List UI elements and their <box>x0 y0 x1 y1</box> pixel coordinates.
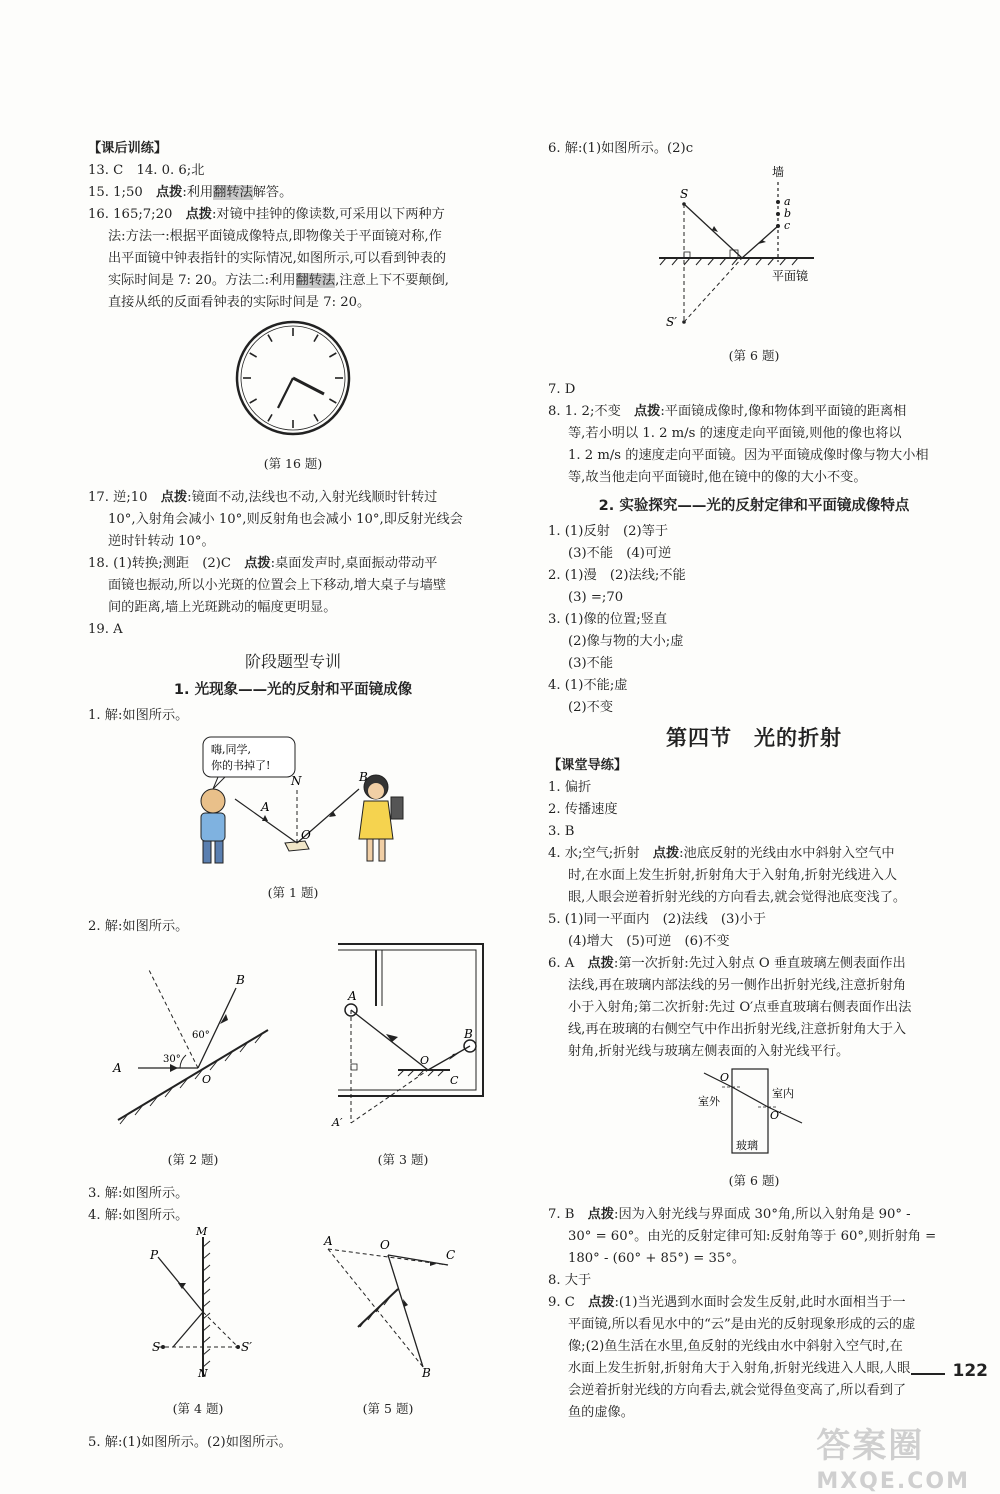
svg-text:C: C <box>450 1074 459 1087</box>
svg-text:B: B <box>236 973 245 987</box>
section-label-after-class: 【课后训练】 <box>88 141 168 156</box>
experiment-4-line2: (2)不变 <box>568 700 614 715</box>
svg-text:a: a <box>784 195 791 208</box>
answer-16-line2: 法:方法一:根据平面镜成像特点,即物像关于平面镜对称,作 <box>108 229 442 244</box>
svg-text:c: c <box>784 219 791 232</box>
refraction-answer-4-line1: 4. 水;空气;折射 点拨:池底反射的光线由水中斜射入空气中 <box>548 846 895 861</box>
figure-6-mirror-label: 平面镜 <box>772 269 809 283</box>
svg-text:O: O <box>202 1073 212 1086</box>
answer-16-line4: 实际时间是 7: 20。方法二:利用翻转法,注意上下不要颠倒, <box>108 273 449 288</box>
svg-text:B: B <box>359 770 368 784</box>
svg-text:S: S <box>152 1340 161 1354</box>
answer-16-line1: 16. 165;7;20 点拨:对镜中挂钟的像读数,可采用以下两种方 <box>88 207 445 222</box>
svg-text:C: C <box>446 1248 456 1262</box>
figure-6-wall-label: 墙 <box>772 165 785 179</box>
figure-5-diagram <box>318 1227 458 1377</box>
answer-8-line3: 1. 2 m/s 的速度走向平面镜。因为平面镜成像时像与物大小相 <box>568 448 929 463</box>
refraction-answer-4-line3: 眼,人眼会逆着折射光线的方向看去,就会觉得池底变浅了。 <box>568 890 907 905</box>
svg-text:N: N <box>198 1367 208 1377</box>
figure-4-caption: (第 4 题) <box>172 1400 224 1416</box>
problem-5-answer: 5. 解:(1)如图所示。(2)如图所示。 <box>88 1435 292 1450</box>
left-column <box>88 138 498 1454</box>
figure-6-mirror-wall <box>654 162 854 332</box>
refraction-answer-3: 3. B <box>548 824 575 839</box>
watermark-url: MXQE.COM <box>816 1469 970 1494</box>
refraction-answer-9-line3: 像;(2)鱼生活在水里,鱼反射的光线由水中斜射入空气时,在 <box>568 1339 903 1354</box>
problem-2-answer: 2. 解:如图所示。 <box>88 919 189 934</box>
refraction-answer-6-line1: 6. A 点拨:第一次折射:先过入射点 O 垂直玻璃左侧表面作出 <box>548 956 906 971</box>
figure-6-caption-a: (第 6 题) <box>728 347 780 363</box>
svg-text:A′: A′ <box>332 1116 343 1128</box>
figure-16-caption: (第 16 题) <box>263 455 323 471</box>
answer-8-line4: 等,故当他走向平面镜时,他在镜中的像的大小不变。 <box>568 470 867 485</box>
svg-text:S′: S′ <box>666 315 677 329</box>
svg-text:60°: 60° <box>192 1030 210 1041</box>
answer-17-line2: 10°,入射角会减小 10°,则反射角也会减小 10°,即反射光线会 <box>108 512 463 527</box>
refraction-answer-9-line4: 水面上发生折射,折射角大于入射角,折射光线进入人眼,人眼 <box>568 1361 911 1376</box>
subtopic-2-title: 2. 实验探究——光的反射定律和平面镜成像特点 <box>598 498 910 514</box>
figure-3 <box>318 938 488 1183</box>
answer-8-line2: 等,若小明以 1. 2 m/s 的速度走向平面镜,则他的像也将以 <box>568 426 902 441</box>
refraction-answer-2: 2. 传播速度 <box>548 802 618 817</box>
refraction-answer-5-line2: (4)增大 (5)可逆 (6)不变 <box>568 934 730 949</box>
page-number-rule <box>911 1373 945 1375</box>
figure-5 <box>318 1227 458 1432</box>
svg-text:O: O <box>301 828 311 842</box>
watermark-logo-text: 答案圈 <box>816 1426 925 1466</box>
svg-text:A: A <box>113 1061 122 1075</box>
svg-text:S′: S′ <box>241 1340 252 1354</box>
experiment-2-line2: (3) =;70 <box>568 590 624 605</box>
answer-6: 6. 解:(1)如图所示。(2)c <box>548 141 694 156</box>
refraction-answer-6-line4: 线,再在玻璃的右侧空气中作出折射光线,注意折射角大于入 <box>568 1022 907 1037</box>
svg-text:A: A <box>348 989 357 1003</box>
figure-6-glass-label: 玻璃 <box>736 1139 758 1152</box>
answer-13-14: 13. C 14. 0. 6;北 <box>88 163 205 178</box>
right-column <box>548 138 960 1424</box>
answer-18-line1: 18. (1)转换;测距 (2)C 点拨:桌面发声时,桌面振动带动平 <box>88 556 438 571</box>
experiment-3-line3: (3)不能 <box>568 656 614 671</box>
refraction-answer-7-line1: 7. B 点拨:因为入射光线与界面成 30°角,所以入射角是 90° - <box>548 1207 911 1222</box>
answer-16-line5: 直接从纸的反面看钟表的实际时间是 7: 20。 <box>108 295 371 310</box>
figures-4-5-row <box>138 1227 458 1432</box>
experiment-1-line2: (3)不能 (4)可逆 <box>568 546 672 561</box>
figure-4-diagram <box>138 1227 258 1377</box>
experiment-3-line1: 3. (1)像的位置;竖直 <box>548 612 668 627</box>
refraction-answer-7-line2: 30° = 60°。由光的反射定律可知:反射角等于 60°,则折射角 = <box>568 1229 937 1244</box>
figure-6-glass-refraction <box>694 1065 814 1157</box>
figure-3-diagram <box>318 938 488 1128</box>
experiment-2-line1: 2. (1)漫 (2)法线;不能 <box>548 568 686 583</box>
svg-text:O: O <box>380 1238 390 1252</box>
answer-15: 15. 1;50 点拨:利用翻转法解答。 <box>88 185 293 200</box>
answer-19: 19. A <box>88 622 123 637</box>
figure-2 <box>108 938 278 1183</box>
refraction-answer-8: 8. 大于 <box>548 1273 592 1288</box>
svg-text:M: M <box>196 1227 208 1238</box>
svg-text:A: A <box>324 1234 333 1248</box>
refraction-answer-6-line5: 射角,折射光线与玻璃左侧表面的入射光线平行。 <box>568 1044 850 1059</box>
answer-16-line3: 出平面镜中钟表指针的实际情况,如图所示,可以看到钟表的 <box>108 251 447 266</box>
svg-text:S: S <box>680 187 689 201</box>
experiment-1-line1: 1. (1)反射 (2)等于 <box>548 524 669 539</box>
svg-text:b: b <box>784 207 792 220</box>
figure-1-bubble-line1: 嗨,同学, <box>211 743 251 756</box>
figure-1-caption: (第 1 题) <box>267 884 319 900</box>
problem-1-answer: 1. 解:如图所示。 <box>88 708 189 723</box>
answer-18-line2: 面镜也振动,所以小光斑的位置会上下移动,增大桌子与墙壁 <box>108 578 447 593</box>
stage-topic-title: 阶段题型专训 <box>244 652 341 671</box>
svg-text:N: N <box>291 774 302 788</box>
svg-text:P: P <box>150 1248 159 1262</box>
svg-text:A: A <box>261 800 270 814</box>
page-number: 122 <box>952 1361 988 1381</box>
refraction-answer-6-line2: 法线,再在玻璃内部法线的另一侧作出折射光线,注意折射角 <box>568 978 907 993</box>
experiment-3-line2: (2)像与物的大小;虚 <box>568 634 684 649</box>
problem-4-answer: 4. 解:如图所示。 <box>88 1208 189 1223</box>
problem-3-answer: 3. 解:如图所示。 <box>88 1186 189 1201</box>
refraction-answer-9-line2: 平面镜,所以看见水中的“云”是由光的反射现象形成的云的虚 <box>568 1317 916 1332</box>
watermark <box>816 1418 970 1494</box>
figure-4 <box>138 1227 258 1432</box>
refraction-answer-5-line1: 5. (1)同一平面内 (2)法线 (3)小于 <box>548 912 766 927</box>
experiment-4-line1: 4. (1)不能;虚 <box>548 678 628 693</box>
answer-17-line1: 17. 逆;10 点拨:镜面不动,法线也不动,入射光线顺时针转过 <box>88 490 438 505</box>
figure-6-outdoor-label: 室外 <box>698 1095 720 1108</box>
figure-6-indoor-label: 室内 <box>772 1087 794 1100</box>
answer-7: 7. D <box>548 382 576 397</box>
answer-18-line3: 间的距离,墙上光斑跳动的幅度更明显。 <box>108 600 337 615</box>
class-guide-label: 【课堂导练】 <box>548 758 628 773</box>
refraction-answer-9-line6: 鱼的虚像。 <box>568 1405 634 1420</box>
svg-text:O′: O′ <box>770 1109 782 1122</box>
svg-text:O: O <box>420 1054 430 1067</box>
subtopic-1-title: 1. 光现象——光的反射和平面镜成像 <box>173 682 413 698</box>
figure-6-caption-b: (第 6 题) <box>728 1172 780 1188</box>
figure-5-caption: (第 5 题) <box>362 1400 414 1416</box>
refraction-answer-9-line1: 9. C 点拨:(1)当光遇到水面时会发生反射,此时水面相当于一 <box>548 1295 906 1310</box>
answer-8-line1: 8. 1. 2;不变 点拨:平面镜成像时,像和物体到平面镜的距离相 <box>548 404 907 419</box>
refraction-answer-7-line3: 180° - (60° + 85°) = 35°。 <box>568 1251 746 1266</box>
svg-text:B: B <box>422 1366 431 1377</box>
svg-text:30°: 30° <box>163 1054 181 1065</box>
section-4-title: 第四节 光的折射 <box>666 726 842 750</box>
refraction-answer-9-line5: 会逆着折射光线的方向看去,就会觉得鱼变高了,所以看到了 <box>568 1383 907 1398</box>
refraction-answer-1: 1. 偏折 <box>548 780 592 795</box>
svg-text:B: B <box>464 1027 473 1041</box>
figure-2-diagram <box>108 938 278 1128</box>
svg-text:O: O <box>720 1071 730 1084</box>
figure-2-caption: (第 2 题) <box>167 1151 219 1167</box>
refraction-answer-4-line2: 时,在水面上发生折射,折射角大于入射角,折射光线进入人 <box>568 868 898 883</box>
figures-2-3-row <box>108 938 488 1183</box>
answer-17-line3: 逆时针转动 10°。 <box>108 534 215 549</box>
clock-figure <box>228 316 358 440</box>
figure-3-caption: (第 3 题) <box>377 1151 429 1167</box>
figure-1-bubble-line2: 你的书掉了! <box>211 759 271 772</box>
refraction-answer-6-line3: 小于入射角;第二次折射:先过 O′点垂直玻璃右侧表面作出法 <box>568 1000 912 1015</box>
figure-1-reflection-scene <box>173 729 413 869</box>
